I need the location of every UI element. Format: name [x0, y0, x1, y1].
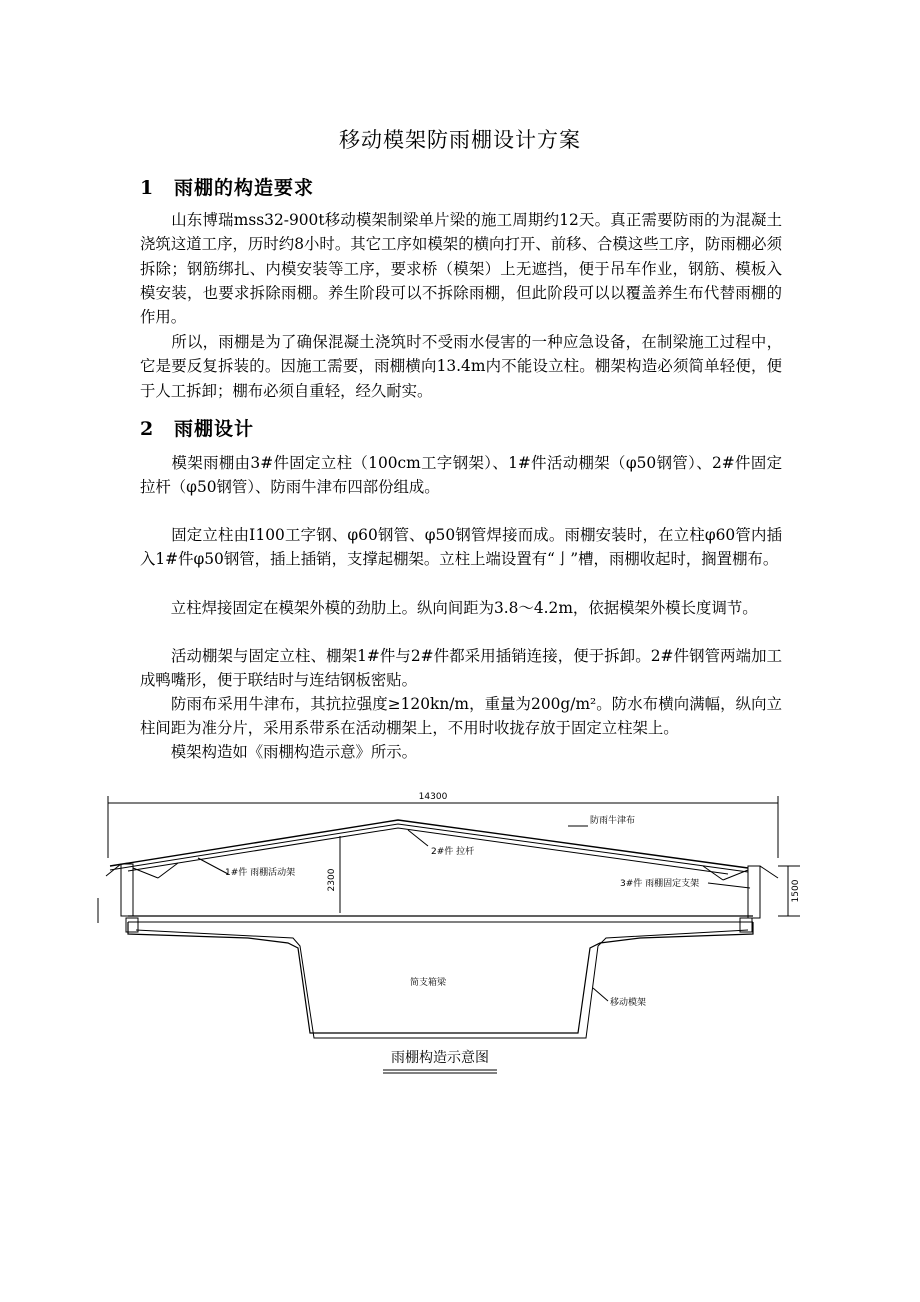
figure-caption: 雨棚构造示意图	[391, 1050, 489, 1066]
section-title: 雨棚的构造要求	[174, 177, 315, 199]
label-rod: 2#件 拉杆	[431, 847, 475, 857]
label-formwork: 移动模架	[610, 998, 647, 1008]
roof-cloth-inner	[110, 824, 748, 872]
section-2-paragraph-2: 固定立柱由Ⅰ100工字钢、φ60钢管、φ50钢管焊接而成。雨棚安装时，在立柱φ60管内插入1#件φ50钢管，插上插销，支撑起棚架。立柱上端设置有“亅”槽，雨棚收起时，搁置棚布。	[140, 526, 782, 569]
section-number: 2	[140, 418, 155, 440]
section-1-heading	[140, 173, 314, 200]
roof-rod-line	[128, 828, 728, 874]
right-post-arm	[723, 870, 748, 880]
leader-formwork	[593, 988, 608, 1001]
label-cloth: 防雨牛津布	[590, 816, 636, 826]
right-fixed-post	[748, 866, 760, 918]
leader-rod	[408, 830, 428, 846]
section-1-paragraph-2: 所以，雨棚是为了确保混凝土浇筑时不受雨水侵害的一种应急设备，在制梁施工过程中，它是要反复拆装的。因施工需要，雨棚横向13.4m内不能设立柱。棚架构造必须简单轻便，便于人工拆卸；棚布必须自重轻，经久耐实。	[140, 333, 782, 400]
section-2-paragraph-6: 模架构造如《雨棚构造示意》所示。	[140, 743, 418, 761]
section-1-paragraph-1: 山东博瑞mss32-900t移动模架制梁单片梁的施工周期约12天。真正需要防雨的为混凝土浇筑这道工序，历时约8小时。其它工序如模架的横向打开、前移、合模这些工序，防雨棚必须拆除；钢筋绑扎、内模安装等工序，要求桥（模架）上无遮挡，便于吊车作业，钢筋、模板入模安装，也要求拆除雨棚。养生阶段可以不拆除雨棚，但此阶段可以以覆盖养生布代替雨棚的作用。	[140, 211, 782, 327]
section-title: 雨棚设计	[174, 418, 255, 440]
dimension-center-label: 2300	[327, 868, 337, 892]
left-fixed-post	[121, 864, 133, 916]
dimension-top-label: 14300	[418, 792, 448, 802]
left-post-arm	[133, 868, 158, 878]
dimension-right-label: 1500	[791, 879, 801, 903]
section-2-paragraph-5: 防雨布采用牛津布，其抗拉强度≥120kn/m，重量为200g/m²。防水布横向满幅，纵向立柱间距为准分片，采用系带系在活动棚架上，不用时收拢存放于固定立柱架上。	[140, 695, 782, 738]
right-post-brace	[760, 866, 778, 878]
section-2-paragraph-3: 立柱焊接固定在模架外模的劲肋上。纵向间距为3.8～4.2m，依据模架外模长度调节。	[140, 599, 758, 617]
label-beam: 简支箱梁	[410, 978, 447, 988]
leader-post	[708, 883, 750, 888]
rain-shed-drawing	[88, 788, 808, 1088]
section-number: 1	[140, 177, 155, 199]
section-2-paragraph-1: 模架雨棚由3#件固定立柱（100cm工字钢架）、1#件活动棚架（φ50钢管）、2#件固定拉杆（φ50钢管）、防雨牛津布四部份组成。	[140, 454, 782, 497]
leader-frame	[198, 858, 228, 874]
label-post: 3#件 雨棚固定支架	[620, 879, 700, 889]
rain-shed-diagram	[88, 788, 808, 1088]
section-2-heading	[140, 414, 254, 441]
section-2-paragraph-4: 活动棚架与固定立柱、棚架1#件与2#件都采用插销连接，便于拆卸。2#件钢管两端加工成鸭嘴形，便于联结时与连结钢板密贴。	[140, 647, 782, 690]
roof-cloth-line	[110, 820, 748, 868]
label-frame: 1#件 雨棚活动架	[225, 868, 296, 878]
document-title: 移动模架防雨棚设计方案	[339, 128, 581, 152]
